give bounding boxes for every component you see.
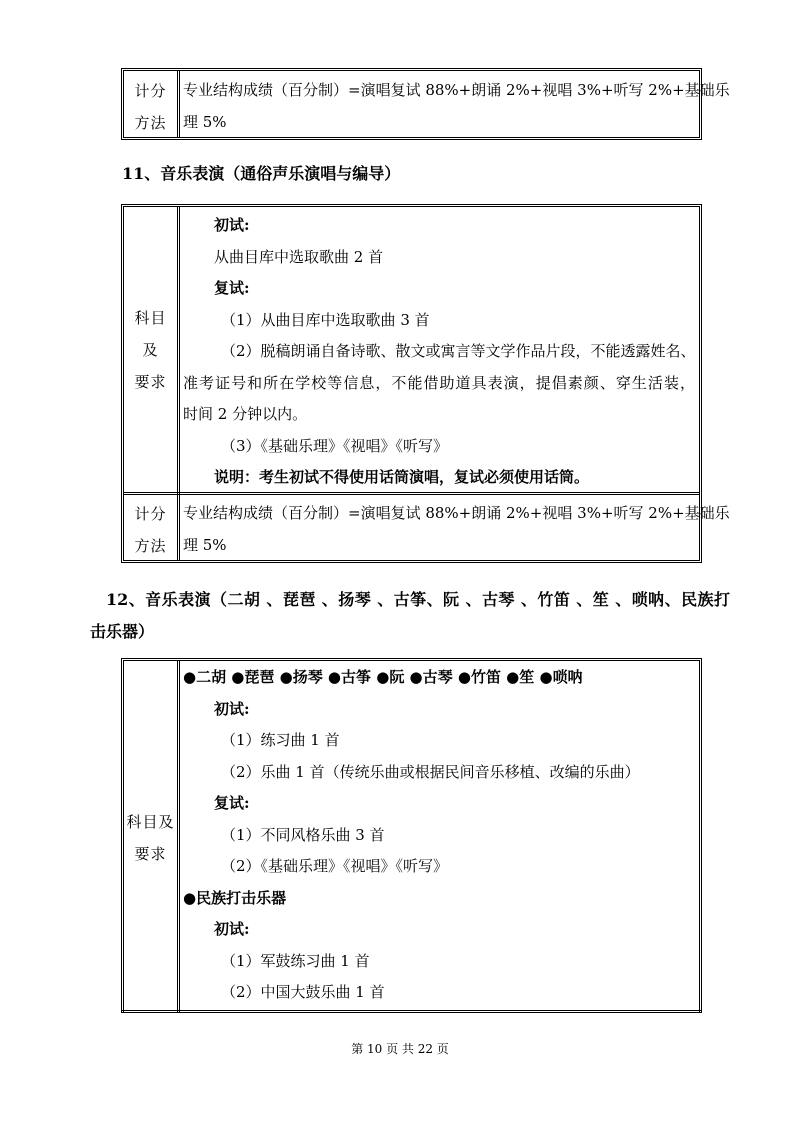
requirements-label: 科目及 要求 — [126, 813, 175, 863]
table-bottom-border — [121, 1010, 702, 1013]
score-formula: 专业结构成绩（百分制）=演唱复试 88%+朗诵 2%+视唱 3%+听写 2%+基础乐 理 5% — [183, 81, 730, 131]
requirements-table-11 — [121, 204, 730, 563]
requirements-table-12 — [121, 658, 702, 1013]
requirements-content: 初试: 从曲目库中选取歌曲 2 首 复试: （1）从曲目库中选取歌曲 3 首 （2）脱稿朗诵自备诗歌、散文或寓言等文学作品片段，不能透露姓名、 准考证号和所在学校等信息，不能借助道具表演，提倡素颜、穿生活装， 时间 2 分钟以内。 （3）《基础乐理》《视唱》《听写》 说明：考生初试不得使用话筒演唱，复试必须使用话筒。 — [183, 216, 696, 486]
score-label: 计分 方法 — [134, 82, 167, 132]
score-table-top — [121, 68, 730, 140]
section-heading-12: 12、音乐表演（二胡 、琵琶 、扬琴 、古筝、阮 、古琴 、竹笛 、笙 、唢呐、民族打 击乐器） — [90, 590, 730, 641]
page-footer: 第 10 页 共 22 页 — [351, 1042, 449, 1056]
section-heading-11: 11、音乐表演（通俗声乐演唱与编导） — [122, 164, 401, 183]
score-label: 计分 方法 — [134, 505, 167, 555]
requirements-content: ●二胡 ●琵琶 ●扬琴 ●古筝 ●阮 ●古琴 ●竹笛 ●笙 ●唢呐 初试: （1）练习曲 1 首 （2）乐曲 1 首（传统乐曲或根据民间音乐移植、改编的乐曲） 复试: （1）不同风格乐曲 3 首 （2）《基础乐理》《视唱》《听写》 ●民族打击乐器 初试: （1）军鼓练习曲 1 首 （2）中国大鼓乐曲 1 首 — [183, 668, 640, 1001]
score-formula: 专业结构成绩（百分制）=演唱复试 88%+朗诵 2%+视唱 3%+听写 2%+基础乐 理 5% — [183, 504, 730, 554]
row-divider — [124, 492, 699, 495]
requirements-label: 科目 及 要求 — [134, 309, 167, 391]
